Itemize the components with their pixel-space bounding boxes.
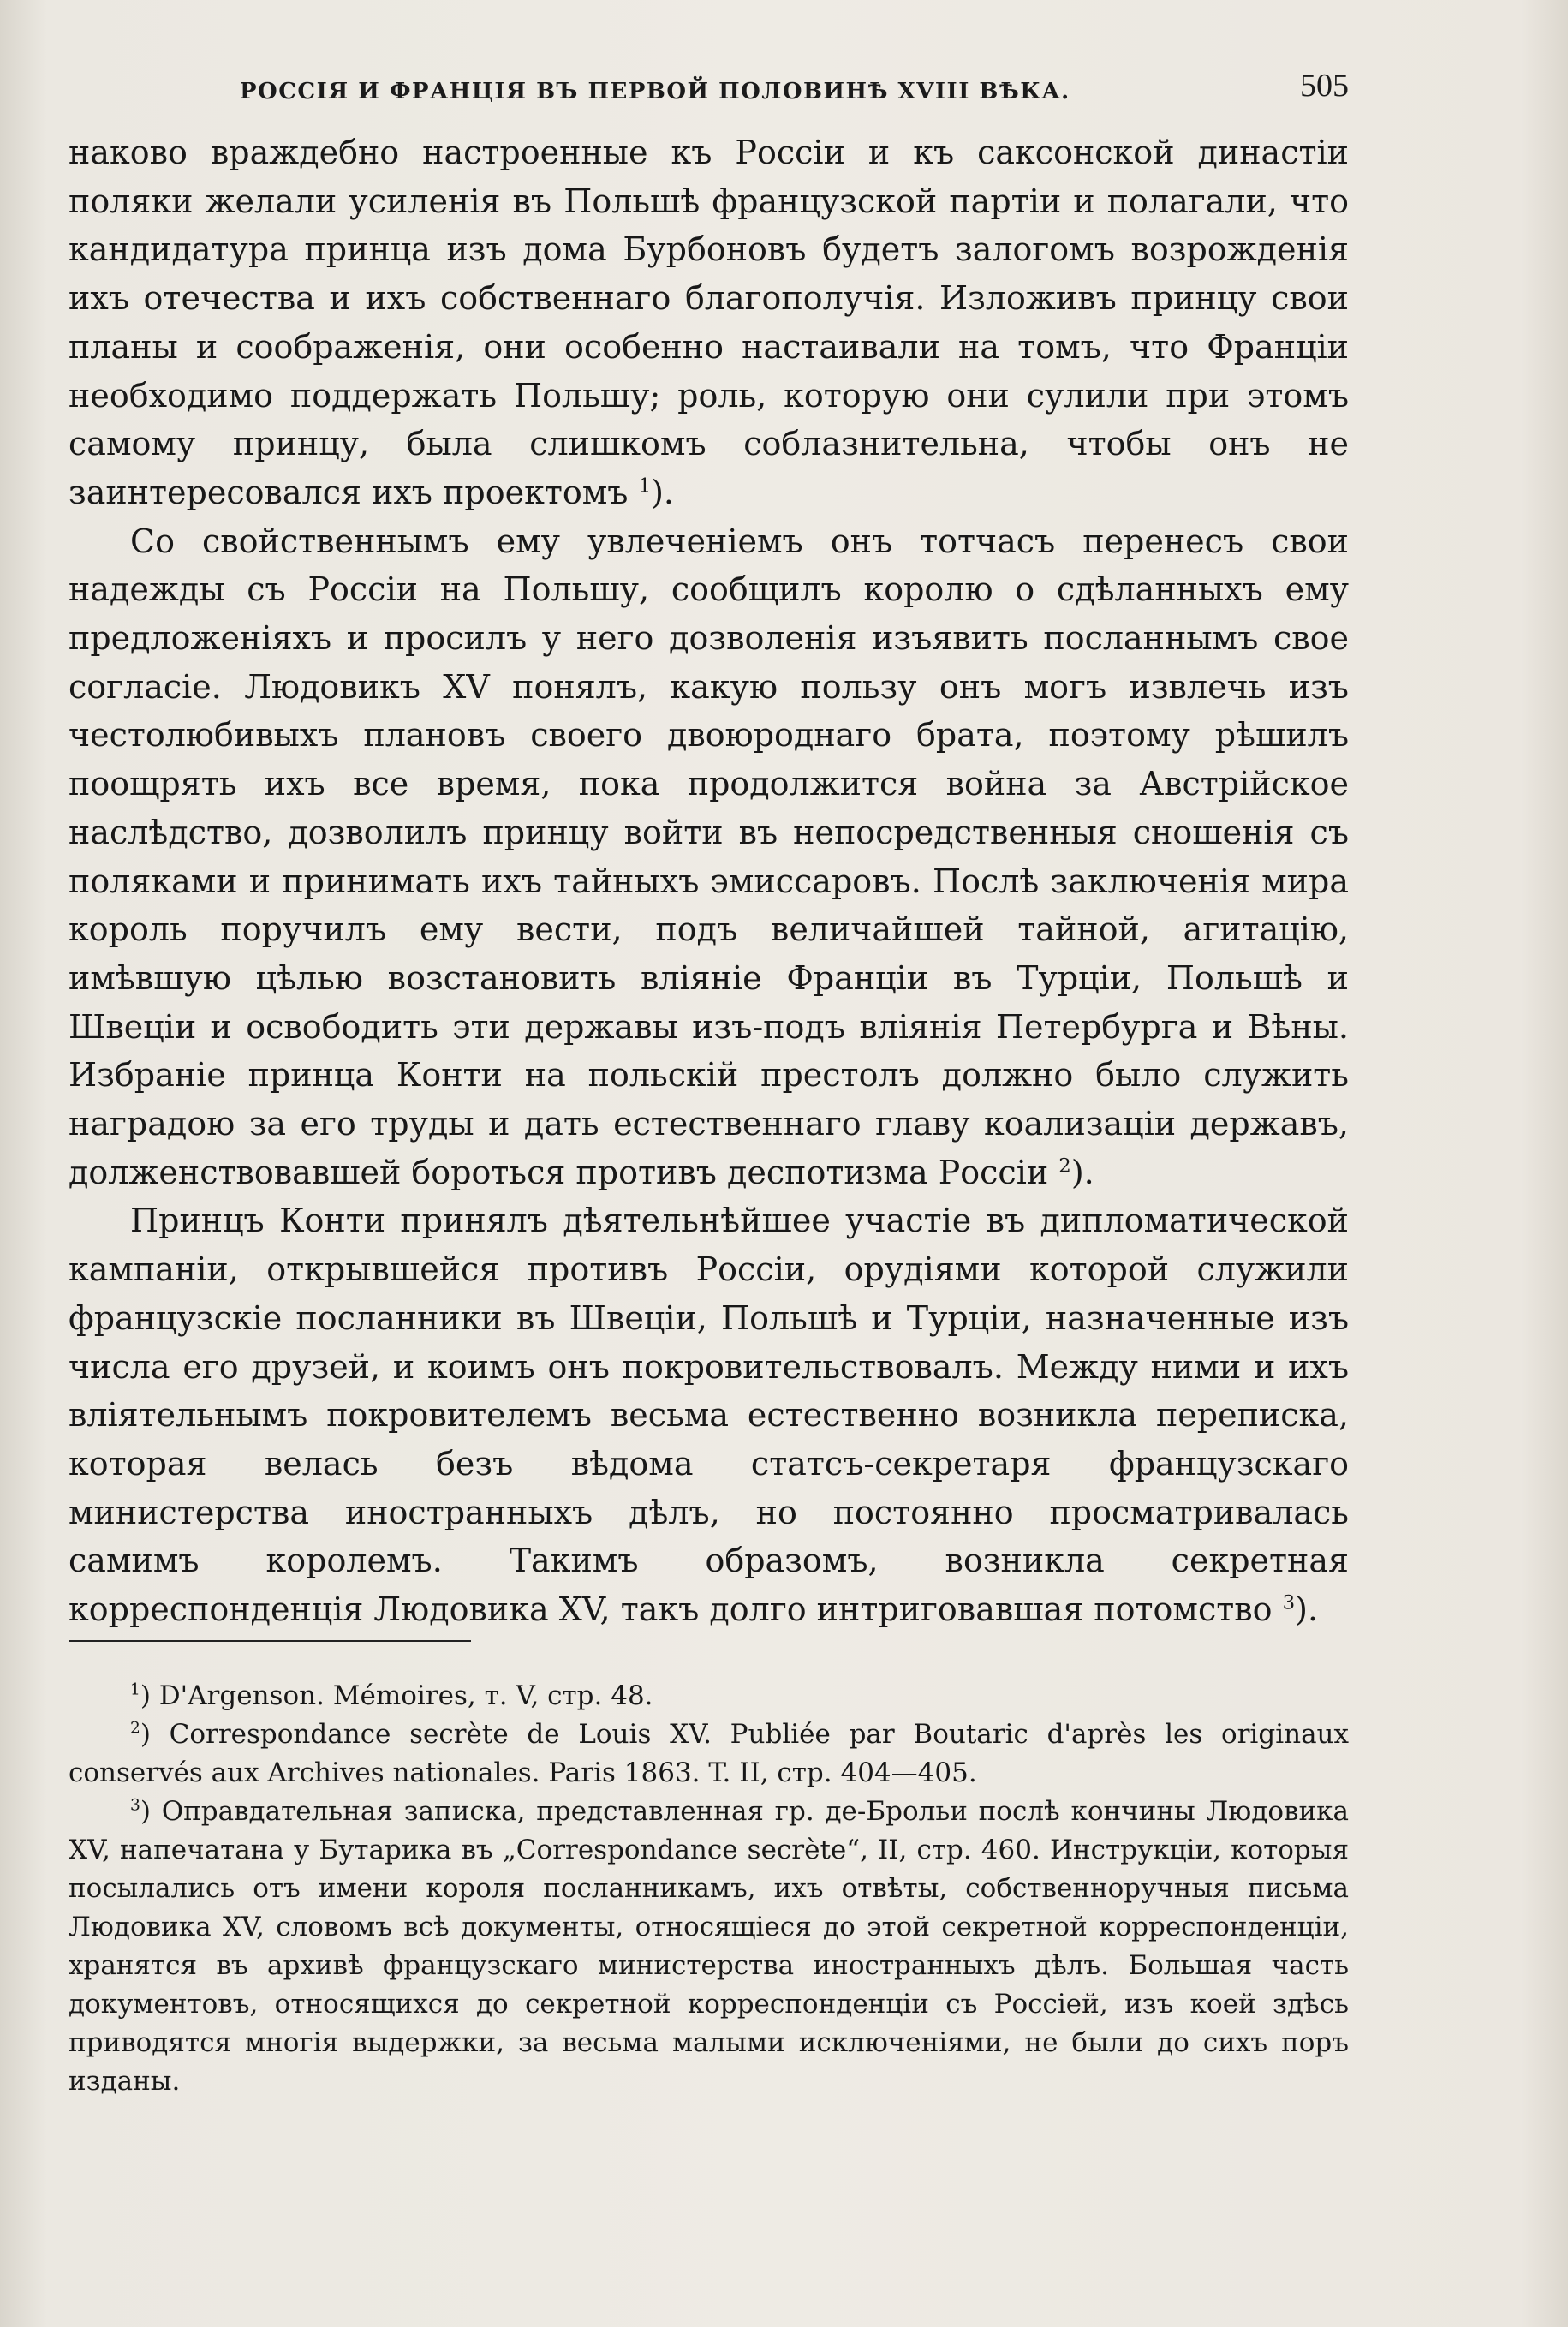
paragraph-2-tail: ). xyxy=(1070,1153,1094,1191)
footnote-1-text: ) D'Argenson. Mémoires, т. V, стр. 48. xyxy=(140,1680,653,1711)
footnote-ref-1: 1 xyxy=(638,474,652,498)
running-title: РОССІЯ И ФРАНЦІЯ ВЪ ПЕРВОЙ ПОЛОВИНѢ XVIII ВѢКА. xyxy=(240,79,1070,104)
footnote-3-text: ) Оправдательная записка, представленная гр. де-Брольи послѣ кончины Людовика XV, напечатана у Бутарика въ „Correspondance secrète“, II, стр. 460. Инструкціи, которыя посылались отъ имени короля посланникамъ, ихъ отвѣты, собственноручныя письма Людовика XV, словомъ всѣ документы, относящіеся до этой секретной корреспонденціи, хранятся въ архивѣ французскаго министерства иностранныхъ дѣлъ. Большая часть документовъ, относящихся до секретной корреспонденціи съ Россіей, изъ коей здѣсь приводятся многія выдержки, за весьма малыми исключеніями, не были до сихъ поръ изданы. xyxy=(69,1796,1349,2097)
paragraph-3-tail: ). xyxy=(1295,1590,1319,1629)
paragraph-3-text: Принцъ Конти принялъ дѣятельнѣйшее участіе въ дипломатической кампаніи, открывшейся противъ Россіи, орудіями которой служили французскіе посланники въ Швеціи, Польшѣ и Турціи, назначенные изъ числа его друзей, и коимъ онъ покровительствовалъ. Между ними и ихъ вліятельнымъ покровителемъ весьма естественно возникла переписка, которая велась безъ вѣдома статсъ-секретаря французскаго министерства иностранныхъ дѣлъ, но постоянно просматривалась самимъ королемъ. Такимъ образомъ, возникла секретная корреспонденція Людовика XV, такъ долго интриговавшая потомство xyxy=(69,1202,1349,1629)
footnote-divider xyxy=(69,1640,471,1642)
footnote-2-text: ) Correspondance secrète de Louis XV. Publiée par Boutaric d'après les originaux conservés aux Archives nationales. Paris 1863. T. II, стр. 404—405. xyxy=(69,1719,1349,1788)
running-head xyxy=(69,67,1349,110)
footnote-ref-2: 2 xyxy=(1058,1155,1071,1178)
paragraph-3 xyxy=(69,1196,1349,1633)
paragraph-1-text: наково враждебно настроенные къ Россіи и къ саксонской династіи поляки желали усиленія въ Польшѣ французской партіи и полагали, что кандидатура принца изъ дома Бурбоновъ будетъ залогомъ возрожденія ихъ отечества и ихъ собственнаго благополучія. Изложивъ принцу свои планы и соображенія, они особенно настаивали на томъ, что Франціи необходимо поддержать Польшу; роль, которую они сулили при этомъ самому принцу, была слишкомъ соблазнительна, чтобы онъ не заинтересовался ихъ проектомъ xyxy=(69,134,1349,511)
paragraph-1-tail: ). xyxy=(651,473,674,511)
footnote-1-mark: 1 xyxy=(130,1680,140,1699)
footnote-2 xyxy=(69,1715,1349,1793)
footnote-1 xyxy=(69,1677,1349,1715)
main-text xyxy=(69,128,1349,1634)
footnote-2-mark: 2 xyxy=(130,1719,140,1738)
footnote-ref-3: 3 xyxy=(1282,1591,1296,1614)
footnote-3 xyxy=(69,1793,1349,2101)
footnote-3-mark: 3 xyxy=(130,1796,140,1815)
footnotes xyxy=(69,1677,1349,2101)
paragraph-1 xyxy=(69,128,1349,517)
paragraph-2-text: Со свойственнымъ ему увлеченіемъ онъ тотчасъ перенесъ свои надежды съ Россіи на Польшу, сообщилъ королю о сдѣланныхъ ему предложеніяхъ и просилъ у него дозволенія изъявить посланнымъ свое согласіе. Людовикъ XV понялъ, какую пользу онъ могъ извлечь изъ честолюбивыхъ плановъ своего двоюроднаго брата, поэтому рѣшилъ поощрять ихъ все время, пока продолжится война за Австрійское наслѣдство, дозволилъ принцу войти въ непосредственныя сношенія съ поляками и принимать ихъ тайныхъ эмиссаровъ. Послѣ заключенія мира король поручилъ ему вести, подъ величайшей тайной, агитацію, имѣвшую цѣлью возстановить вліяніе Франціи въ Турціи, Польшѣ и Швеціи и освободить эти державы изъ-подъ вліянія Петербурга и Вѣны. Избраніе принца Конти на польскій престолъ должно было служить наградою за его труды и дать естественнаго главу коализаціи державъ, долженствовавшей бороться противъ деспотизма Россіи xyxy=(69,522,1349,1191)
paragraph-2 xyxy=(69,517,1349,1197)
page-number: 505 xyxy=(1300,68,1349,104)
